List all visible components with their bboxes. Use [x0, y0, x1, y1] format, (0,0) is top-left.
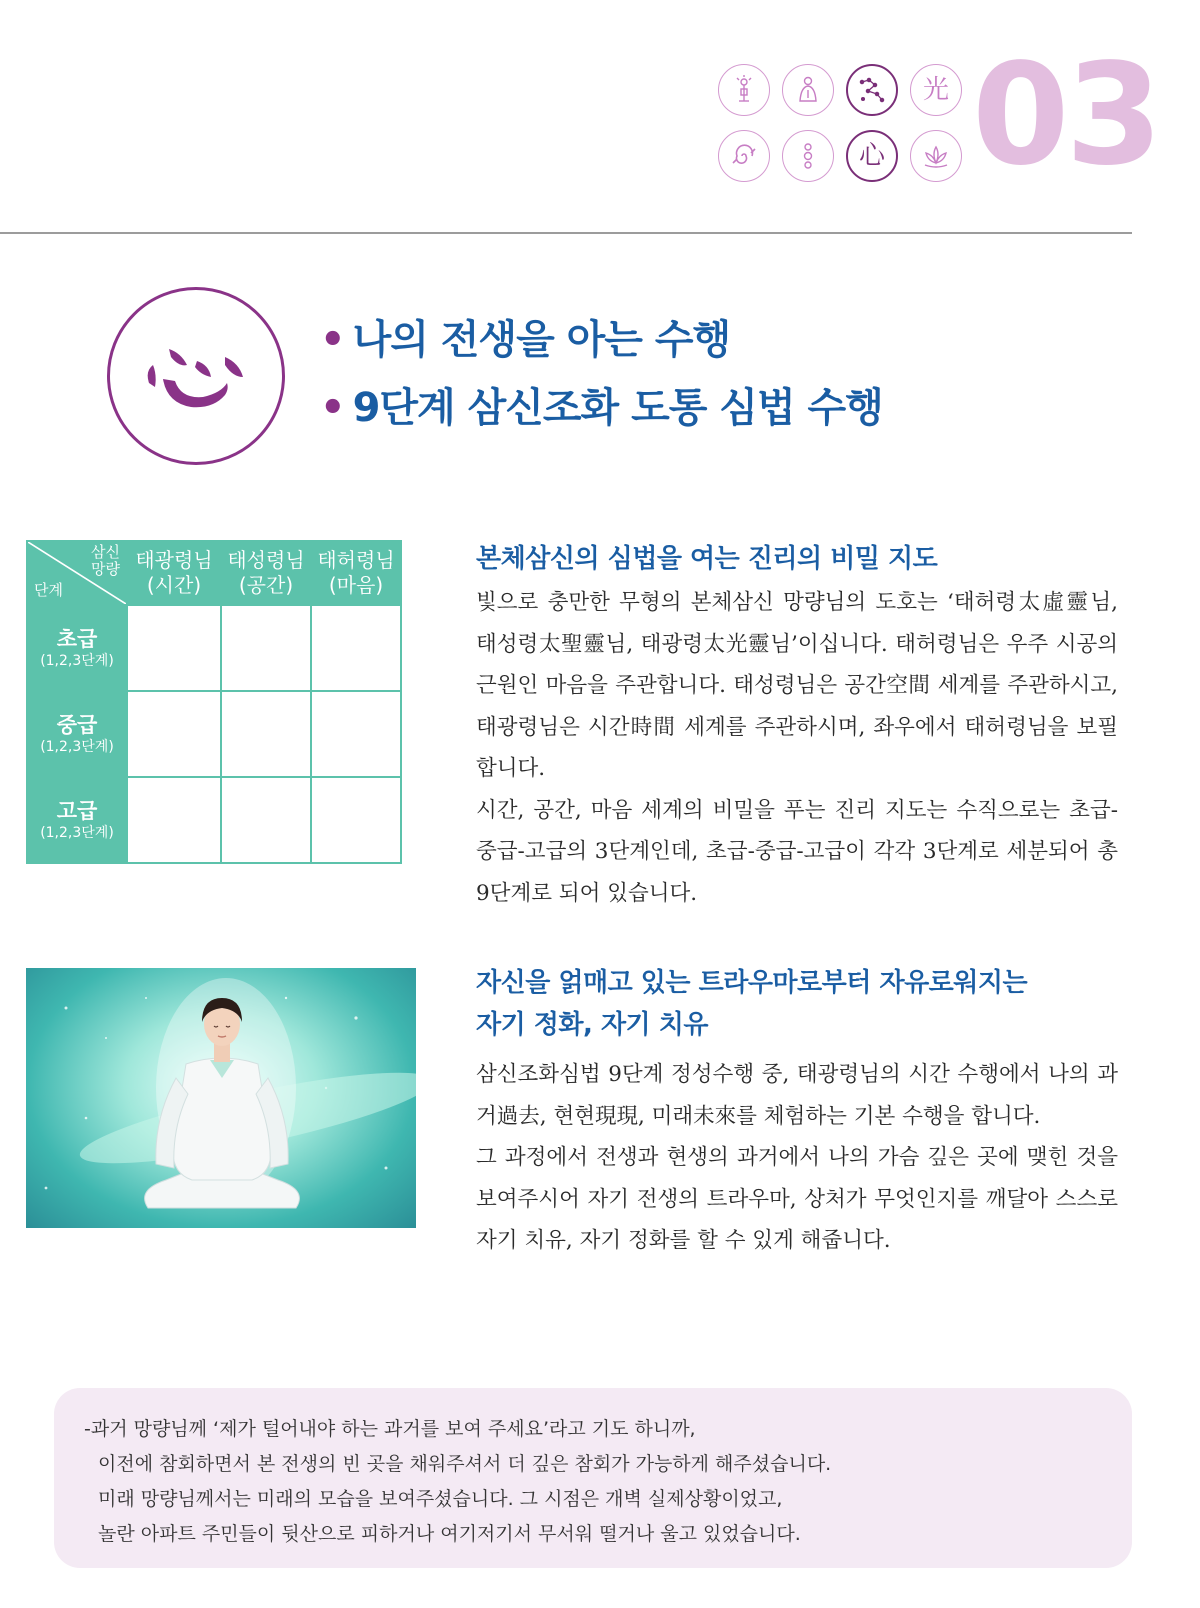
table-cell	[311, 691, 401, 777]
light-figure-icon: 光	[910, 64, 962, 116]
meditation-photo	[26, 968, 416, 1228]
table-cell	[127, 691, 221, 777]
row-header: 중급 (1,2,3단계)	[27, 691, 127, 777]
lotus-icon	[910, 130, 962, 182]
table-cell	[311, 777, 401, 863]
table-corner-cell: 삼신 망량 단계	[27, 541, 127, 605]
quote-line: 이전에 참회하면서 본 전생의 빈 곳을 채워주셔서 더 깊은 참회가 가능하게 해주셨습니다.	[98, 1453, 832, 1475]
title-bullet: •	[320, 385, 345, 431]
section1-title: 본체삼신의 심법을 여는 진리의 비밀 지도	[476, 544, 938, 574]
table-cell	[311, 605, 401, 691]
header-icon-grid	[718, 64, 968, 188]
paragraph: 빛으로 충만한 무형의 본체삼신 망량님의 도호는 ‘태허령太虛靈님, 태성령太聖靈님, 태광령太光靈님’이십니다. 태허령님은 우주 시공의 근원인 마음을 주관합니다. 태성령님은 공간空間 세계를 주관하시고, 태광령님은 시간時間 세계를 주관하시며, 좌우에서 태허령님을 보필합니다.	[476, 590, 1118, 781]
table-cell	[127, 777, 221, 863]
quote-line: 미래 망량님께서는 미래의 모습을 보여주셨습니다. 그 시점은 개벽 실제상황이었고,	[98, 1488, 783, 1510]
seated-meditator-icon	[782, 64, 834, 116]
table-cell	[221, 691, 311, 777]
table-cell	[221, 777, 311, 863]
paragraph: 삼신조화심법 9단계 정성수행 중, 태광령님의 시간 수행에서 나의 과거過去, 현현現現, 미래未來를 체험하는 기본 수행을 합니다.	[476, 1062, 1118, 1129]
column-header: 태광령님 (시간)	[127, 541, 221, 605]
header-divider	[0, 232, 1132, 234]
section1-body	[476, 582, 1118, 914]
hero-title-line-2: • 9단계 삼신조화 도통 심법 수행	[320, 385, 883, 431]
meditating-person-illustration	[26, 968, 416, 1228]
heart-mind-calligraphy-icon	[141, 331, 251, 421]
quote-line: 놀란 아파트 주민들이 뒷산으로 피하거나 여기저기서 무서워 떨거나 울고 있었습니다.	[98, 1523, 801, 1545]
section2-body	[476, 1054, 1118, 1262]
hero-title-line-1: • 나의 전생을 아는 수행	[320, 317, 731, 363]
constellation-icon	[846, 64, 898, 116]
quote-line: -과거 망량님께 ‘제가 털어내야 하는 과거를 보여 주세요’라고 기도 하니까,	[84, 1418, 696, 1440]
table-cell	[221, 605, 311, 691]
column-header: 태성령님 (공간)	[221, 541, 311, 605]
table-cell	[127, 605, 221, 691]
energy-centers-icon	[782, 130, 834, 182]
testimony-quote-box	[54, 1388, 1132, 1568]
section2-title-line-2: 자기 정화, 자기 치유	[476, 1010, 708, 1040]
heart-mind-icon: 心	[846, 130, 898, 182]
paragraph: 그 과정에서 전생과 현생의 과거에서 나의 가슴 깊은 곳에 맺힌 것을 보여주시어 자기 전생의 트라우마, 상처가 무엇인지를 깨달아 스스로 자기 치유, 자기 정화를 할 수 있게 해줍니다.	[476, 1145, 1118, 1253]
spiral-flame-icon	[718, 130, 770, 182]
row-header: 초급 (1,2,3단계)	[27, 605, 127, 691]
section2-title-line-1: 자신을 얽매고 있는 트라우마로부터 자유로워지는	[476, 968, 1028, 998]
title-bullet: •	[320, 317, 345, 363]
heart-mind-seal	[107, 287, 285, 465]
radiant-figure-icon	[718, 64, 770, 116]
chapter-number: 03	[972, 34, 1159, 197]
row-header: 고급 (1,2,3단계)	[27, 777, 127, 863]
column-header: 태허령님 (마음)	[311, 541, 401, 605]
paragraph: 시간, 공간, 마음 세계의 비밀을 푸는 진리 지도는 수직으로는 초급-중급-고급의 3단계인데, 초급-중급-고급이 각각 3단계로 세분되어 총 9단계로 되어 있습니다.	[476, 797, 1118, 906]
levels-table	[26, 540, 402, 864]
